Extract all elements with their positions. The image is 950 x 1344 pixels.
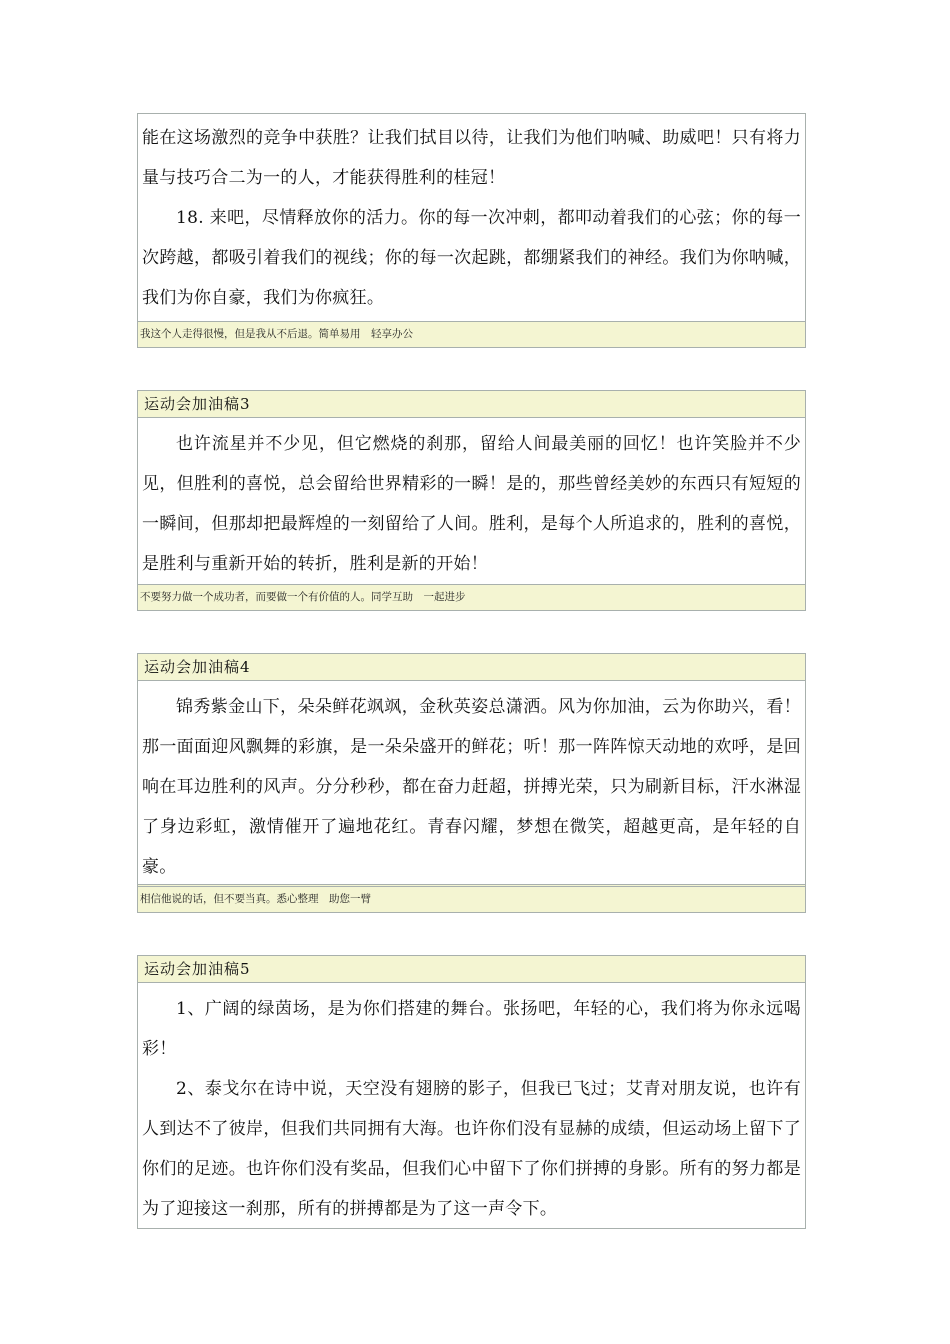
section-footer: 不要努力做一个成功者，而要做一个有价值的人。同学互助 一起进步 (138, 584, 805, 610)
paragraph: 18. 来吧，尽情释放你的活力。你的每一次冲刺，都叩动着我们的心弦；你的每一次跨越，都吸引着我们的视线；你的每一次起跳，都绷紧我们的神经。我们为你呐喊，我们为你自豪，我们为你疯狂。 (142, 208, 801, 308)
paragraph: 能在这场激烈的竞争中获胜？让我们拭目以待，让我们为他们呐喊、助威吧！只有将力量与技巧合二为一的人，才能获得胜利的桂冠！ (142, 128, 801, 188)
section-footer: 我这个人走得很慢，但是我从不后退。简单易用 轻享办公 (138, 321, 805, 347)
section-body (138, 681, 805, 887)
paragraph: 也许流星并不少见，但它燃烧的刹那，留给人间最美丽的回忆！也许笑脸并不少见，但胜利的喜悦，总会留给世界精彩的一瞬！是的，那些曾经美妙的东西只有短短的一瞬间，但那却把最辉煌的一刻留给了人间。胜利，是每个人所追求的，胜利的喜悦，是胜利与重新开始的转折，胜利是新的开始！ (142, 434, 801, 574)
section-body (138, 114, 805, 321)
paragraph: 锦秀紫金山下，朵朵鲜花飒飒，金秋英姿总潇洒。风为你加油，云为你助兴，看！那一面面迎风飘舞的彩旗，是一朵朵盛开的鲜花；听！那一阵阵惊天动地的欢呼，是回响在耳边胜利的风声。分分秒秒，都在奋力赶超，拼搏光荣，只为刷新目标，汗水淋湿了身边彩虹，激情催开了遍地花红。青春闪耀，梦想在微笑，超越更高，是年轻的自豪。 (142, 697, 801, 877)
section-title: 运动会加油稿5 (138, 956, 805, 983)
document-section-4 (137, 653, 806, 913)
section-body (138, 983, 805, 1229)
section-title: 运动会加油稿3 (138, 391, 805, 418)
document-section-3 (137, 390, 806, 611)
document-section-continued (137, 113, 806, 348)
section-title: 运动会加油稿4 (138, 654, 805, 681)
document-section-5 (137, 955, 806, 1229)
section-body (138, 418, 805, 584)
section-footer: 相信他说的话，但不要当真。悉心整理 助您一臂 (138, 884, 805, 912)
paragraph: 1、广阔的绿茵场，是为你们搭建的舞台。张扬吧，年轻的心，我们将为你永远喝彩！ (142, 999, 801, 1059)
paragraph: 2、泰戈尔在诗中说，天空没有翅膀的影子，但我已飞过；艾青对朋友说，也许有人到达不了彼岸，但我们共同拥有大海。也许你们没有显赫的成绩，但运动场上留下了你们的足迹。也许你们没有奖品，但我们心中留下了你们拼搏的身影。所有的努力都是为了迎接这一刹那，所有的拼搏都是为了这一声令下。 (142, 1079, 801, 1219)
